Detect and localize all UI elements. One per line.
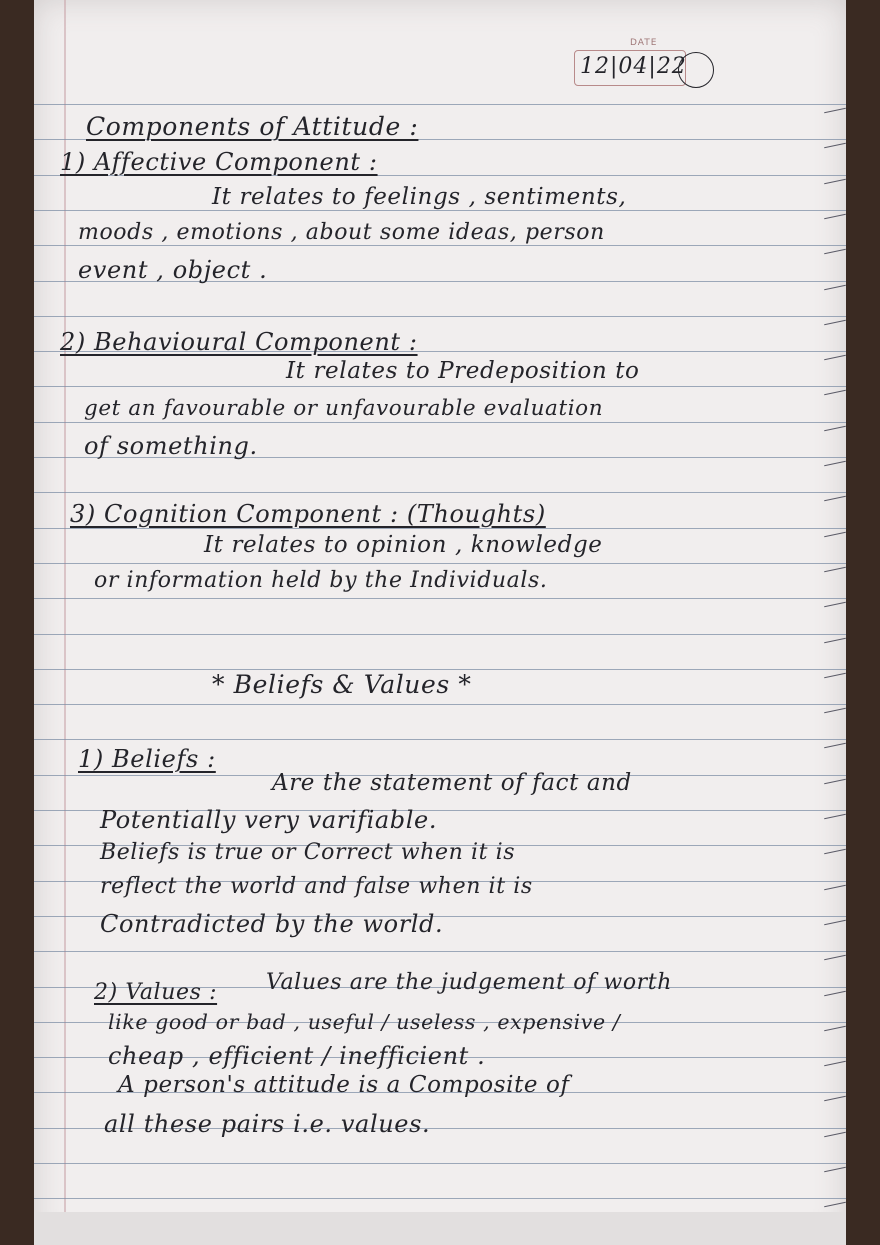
values-heading: 2) Values : (94, 980, 218, 1005)
beliefs-line-3: Beliefs is true or Correct when it is (100, 840, 516, 865)
beliefs-heading: 1) Beliefs : (78, 745, 216, 773)
page-edge-tick (824, 496, 846, 502)
beliefs-values-heading: * Beliefs & Values * (212, 670, 472, 699)
rule-line (34, 492, 846, 493)
beliefs-line-1: Are the statement of fact and (272, 770, 632, 796)
page-edge-tick (824, 637, 846, 643)
page-edge-tick (824, 743, 846, 749)
rule-line (34, 598, 846, 599)
notebook-page (34, 0, 846, 1245)
affective-line-1: It relates to feelings , sentiments, (212, 184, 627, 210)
page-edge-tick (824, 955, 846, 961)
beliefs-line-4: reflect the world and false when it is (100, 874, 533, 899)
values-line-3: cheap , efficient / inefficient . (108, 1042, 486, 1070)
date-label: DATE (630, 38, 658, 48)
rule-line (34, 634, 846, 635)
rule-line (34, 422, 846, 423)
page-edge-tick (824, 531, 846, 537)
page-edge-tick (824, 814, 846, 820)
page-edge-tick (824, 1096, 846, 1102)
page-edge-tick (824, 1131, 846, 1137)
values-line-4: A person's attitude is a Composite of (118, 1072, 570, 1098)
page-edge-tick (824, 108, 846, 114)
rule-line (34, 739, 846, 740)
values-line-2: like good or bad , useful / useless , expensive / (108, 1010, 621, 1034)
rule-line (34, 1198, 846, 1199)
affective-heading: 1) Affective Component : (60, 148, 378, 176)
page-edge-tick (824, 673, 846, 679)
rule-line (34, 104, 846, 105)
page-edge-tick (824, 355, 846, 361)
page-edge-tick (824, 708, 846, 714)
page-edge-tick (824, 1061, 846, 1067)
behavioural-line-2: get an favourable or unfavourable evaluation (84, 396, 604, 421)
page-edge-tick (824, 1026, 846, 1032)
behavioural-heading: 2) Behavioural Component : (60, 328, 418, 356)
affective-line-3: event , object . (78, 256, 268, 284)
rule-line (34, 563, 846, 564)
cognition-line-2: or information held by the Individuals. (94, 568, 548, 593)
page-edge-tick (824, 602, 846, 608)
page-edge-tick (824, 461, 846, 467)
rule-line (34, 210, 846, 211)
page-edge-tick (824, 1202, 846, 1208)
page-edge-tick (824, 143, 846, 149)
date-box (574, 38, 710, 90)
page-edge-tick (824, 425, 846, 431)
page-edge-tick (824, 849, 846, 855)
rule-line (34, 245, 846, 246)
page-edge-tick (824, 1167, 846, 1173)
page-edge-tick (824, 320, 846, 326)
beliefs-line-2: Potentially very varifiable. (100, 806, 438, 834)
behavioural-line-3: of something. (84, 432, 258, 460)
notes-title: Components of Attitude : (86, 112, 419, 141)
rule-line (34, 386, 846, 387)
page-edge-tick (824, 778, 846, 784)
values-line-1: Values are the judgement of worth (266, 970, 673, 995)
page-edge-tick (824, 178, 846, 184)
page-edge-tick (824, 567, 846, 573)
page-edge-tick (824, 390, 846, 396)
page-edge-tick (824, 214, 846, 220)
affective-line-2: moods , emotions , about some ideas, person (78, 220, 605, 245)
date-circle (678, 52, 714, 88)
rule-line (34, 951, 846, 952)
beliefs-line-5: Contradicted by the world. (100, 910, 444, 938)
rule-line (34, 704, 846, 705)
values-line-5: all these pairs i.e. values. (104, 1110, 431, 1138)
page-edge-tick (824, 884, 846, 890)
cognition-line-1: It relates to opinion , knowledge (204, 532, 603, 558)
rule-line (34, 316, 846, 317)
page-edge-tick (824, 249, 846, 255)
page-edge-tick (824, 990, 846, 996)
page-edge-tick (824, 284, 846, 290)
page-edge-tick (824, 920, 846, 926)
date-value: 12|04|22 (580, 54, 687, 79)
rule-line (34, 1163, 846, 1164)
margin-line (64, 0, 66, 1245)
page-bottom-band (34, 1212, 846, 1245)
behavioural-line-1: It relates to Predeposition to (286, 358, 640, 384)
cognition-heading: 3) Cognition Component : (Thoughts) (70, 500, 546, 528)
